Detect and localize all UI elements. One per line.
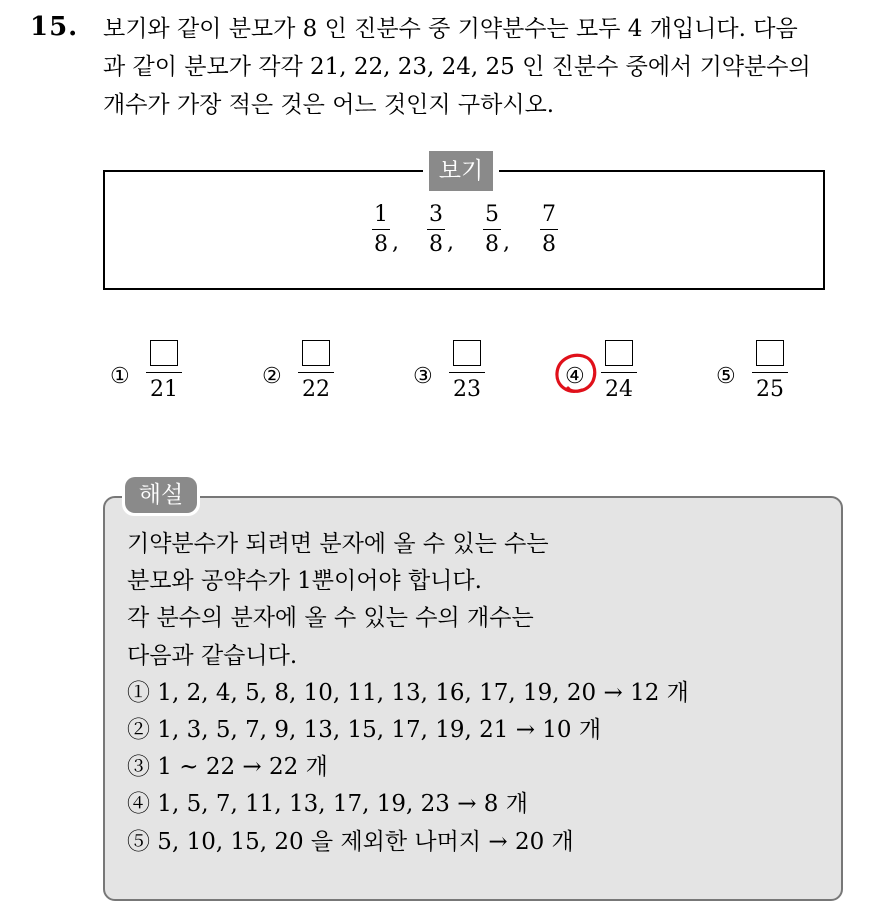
fraction-bar	[752, 372, 788, 373]
solution-line: ④ 1, 5, 7, 11, 13, 17, 19, 23 → 8 개	[127, 791, 528, 818]
answer-circle-stroke	[557, 355, 595, 391]
example-fraction	[483, 201, 510, 258]
numerator: 3	[429, 202, 443, 227]
choice-denominator: 21	[150, 377, 178, 402]
question-line: 개수가 가장 적은 것은 어느 것인지 구하시오.	[103, 92, 555, 118]
solution-line: ⑤ 5, 10, 15, 20 을 제외한 나머지 → 20 개	[127, 828, 574, 855]
blank-box	[302, 340, 330, 366]
solution-line: 기약분수가 되려면 분자에 올 수 있는 수는	[127, 531, 549, 557]
separator: ,	[503, 230, 510, 255]
blank-box	[605, 340, 633, 366]
denominator: 8	[542, 232, 556, 257]
example-fraction	[540, 201, 558, 258]
solution-line: 분모와 공약수가 1뿐이어야 합니다.	[127, 568, 482, 595]
example-label	[423, 151, 499, 191]
example-fraction	[427, 201, 454, 258]
choice-denominator: 23	[453, 377, 481, 402]
choice-mark: ⑤	[716, 364, 736, 389]
numerator: 5	[485, 202, 499, 227]
choice-denominator: 22	[302, 377, 330, 402]
solution-label-text: 해설	[125, 477, 197, 513]
denominator: 8	[374, 232, 388, 257]
choice-mark: ③	[413, 364, 433, 389]
fraction-bar	[449, 372, 485, 373]
choice-mark: ①	[110, 364, 130, 389]
solution-line: 각 분수의 분자에 올 수 있는 수의 개수는	[127, 605, 534, 632]
denominator: 8	[429, 232, 443, 257]
choice-denominator: 24	[605, 377, 633, 402]
question-line: 보기와 같이 분모가 8 인 진분수 중 기약분수는 모두 4 개입니다. 다음	[103, 16, 798, 42]
choice-1[interactable]	[110, 338, 220, 408]
denominator: 8	[485, 232, 499, 257]
separator: ,	[447, 230, 454, 255]
solution-label	[122, 474, 200, 516]
choice-mark: ④	[565, 364, 585, 389]
fraction-bar	[601, 372, 637, 373]
answer-circle-icon	[553, 351, 599, 397]
solution-line: 다음과 같습니다.	[127, 642, 298, 669]
question-line: 과 같이 분모가 각각 21, 22, 23, 24, 25 인 진분수 중에서 기약분수의	[103, 54, 811, 80]
solution-line: ① 1, 2, 4, 5, 8, 10, 11, 13, 16, 17, 19, 20 → 12 개	[127, 679, 689, 706]
question-number: 15.	[30, 12, 79, 42]
blank-box	[756, 340, 784, 366]
solution-text	[127, 526, 689, 861]
blank-box	[150, 340, 178, 366]
numerator: 7	[542, 202, 556, 227]
choice-denominator: 25	[756, 377, 784, 402]
fraction-bar	[146, 372, 182, 373]
solution-line: ② 1, 3, 5, 7, 9, 13, 15, 17, 19, 21 → 10 개	[127, 717, 602, 744]
solution-line: ③ 1 ~ 22 → 22 개	[127, 754, 328, 781]
numerator: 1	[374, 202, 388, 227]
blank-box	[453, 340, 481, 366]
example-label-text: 보기	[429, 151, 493, 191]
choice-3[interactable]	[413, 338, 523, 408]
question-text	[103, 10, 873, 124]
choice-mark: ②	[262, 364, 282, 389]
separator: ,	[392, 230, 399, 255]
choice-2[interactable]	[262, 338, 372, 408]
choice-5[interactable]	[716, 338, 826, 408]
fraction-bar	[298, 372, 334, 373]
example-fraction	[372, 201, 399, 258]
